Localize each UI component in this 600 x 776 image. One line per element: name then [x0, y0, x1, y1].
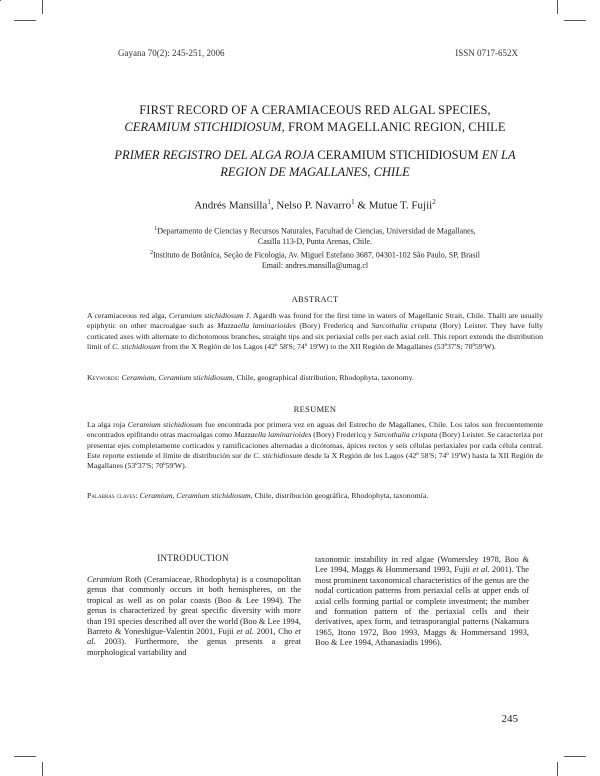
introduction-right-column: taxonomic instability in red algae (Womersley 1978, Boo & Lee 1994, Maggs & Hommersand 1993, Fujii et al. 2001). The most prominent taxonomical characteristics of the genus are the nodal cortication patterns from periaxial cells at upper ends of axial cells forming partial or complete investment; the number and formation pattern of the periaxial cells and their derivatives, apex form, and tetrasporangial patterns (Nakamura 1965, Itono 1972, Boo 1993, Maggs & Hommersand 1993, Boo & Lee 1994, Athanasiadis 1996).	[315, 555, 529, 648]
affil-sup: 1	[154, 226, 158, 232]
crop-mark	[557, 762, 558, 776]
resumen-text: La alga roja Ceramium stichidiosum fue encontrada por primera vez en aguas del Estrecho de Magallanes, Chile. Los talos son frecuentemente encontrados epifitando otras macroalgas como Mazzaella laminarioides (Bory) Fredericq y Sarcothalia crispata (Bory) Leister. Se caracteriza por presentar ejes completamente corticados y ramificaciones alternadas a dicótomas, ápices rectos y seis células periaxiales por cada célula central. Este reporte extiende el límite de distribución sur de C. stichidiosum desde la X Región de los Lagos (42º 58'S; 74º 19'W) hasta la XII Región de Magallanes (53º37'S; 70º59'W).	[87, 420, 543, 471]
titulo-species: CERAMIUM STICHIDIOSUM	[317, 148, 479, 162]
palabras-claves: Palabras claves: Ceramium, Ceramium stichidiosum, Chile, distribución geográfica, Rhodophyta, taxonomía.	[87, 491, 429, 500]
affil-sup: 2	[150, 249, 154, 256]
affiliations	[100, 224, 530, 271]
crop-mark	[0, 0, 1, 1]
palabras-label: Palabras claves	[87, 491, 136, 500]
author-affil-sup: 2	[432, 198, 436, 206]
author-affil-sup: 1	[351, 198, 355, 206]
resumen-heading: RESUMEN	[293, 404, 337, 414]
affil-line: Departamento de Ciencias y Recursos Naturales, Facultad de Ciencias, Universidad de Magallanes,	[157, 226, 476, 236]
affil-line: Instituto de Botânica, Seção de Ficologia, Av. Miguel Estefano 3687, 04301-102 São Paulo, SP, Brasil	[153, 250, 480, 260]
abstract-text: A ceramiaceous red alga, Ceramium stichidiosum J. Agardh was found for the first time in waters of Magellanic Strait, Chile. Thalli are usually epiphytic on other macroalgae such as Mazzaella laminarioides (Bory) Fredericq and Sarcothalia crispata (Bory) Leister. They have fully corticated axes with alternate to dichotomous branches, straight tips and six periaxial cells per each axial cell. This report extends the distribution limit of C. stichidiosum from the X Región de los Lagos (42º 58'S; 74º 19'W) to the XII Región de Magallanes (53º37'S; 70º59'W).	[87, 311, 543, 351]
introduction-heading: INTRODUCTION	[157, 553, 229, 563]
titulo-part-1: PRIMER REGISTRO DEL ALGA ROJA	[114, 148, 318, 162]
journal-citation: Gayana 70(2): 245-251, 2006	[118, 48, 225, 58]
crop-mark	[14, 20, 36, 21]
crop-mark	[557, 0, 558, 14]
author-name: Mutue T. Fujii	[368, 199, 433, 212]
abstract-heading: ABSTRACT	[291, 294, 339, 304]
crop-mark	[564, 756, 586, 757]
title-spanish	[100, 147, 530, 181]
page-number: 245	[501, 713, 518, 725]
keywords-label: Keywords	[87, 373, 118, 382]
crop-mark	[14, 756, 36, 757]
title-english	[100, 102, 530, 136]
title-species: CERAMIUM STICHIDIOSUM	[124, 120, 282, 134]
authors	[100, 198, 530, 212]
author-sep: ,	[270, 199, 277, 212]
issn: ISSN 0717-652X	[455, 48, 518, 58]
affil-line: Casilla 113-D, Punta Arenas, Chile.	[257, 237, 373, 247]
title-line-1: FIRST RECORD OF A CERAMIACEOUS RED ALGAL SPECIES,	[139, 103, 491, 117]
crop-mark	[42, 0, 43, 14]
author-affil-sup: 1	[267, 198, 271, 206]
titulo-line-2: REGION DE MAGALLANES, CHILE	[220, 165, 410, 179]
author-name: Nelso P. Navarro	[276, 199, 352, 212]
keywords: Keywords: Ceramium, Ceramium stichidiosum, Chile, geographical distribution, Rhodophyta, taxonomy.	[87, 373, 415, 382]
crop-mark	[42, 762, 43, 776]
title-line-2: , FROM MAGELLANIC REGION, CHILE	[281, 120, 506, 134]
crop-mark	[564, 20, 586, 21]
titulo-part-2: EN LA	[478, 148, 516, 162]
author-sep: &	[354, 199, 369, 212]
affil-email: Email: andres.mansilla@umag.cl	[261, 260, 369, 270]
introduction-left-column: Ceramium Roth (Ceramiaceae, Rhodophyta) is a cosmopolitan genus that commonly occurs in both hemispheres, on the tropical as well as on polar coasts (Boo & Lee 1994). The genus is characterized by great specific diversity with more than 191 species described all over the world (Boo & Lee 1994, Barreto & Yoneshigue-Valentin 2001, Fujii et al. 2001, Cho et al. 2003). Furthermore, the genus presents a great morphological variability and	[87, 575, 301, 657]
author-name: Andrés Mansilla	[194, 199, 268, 212]
